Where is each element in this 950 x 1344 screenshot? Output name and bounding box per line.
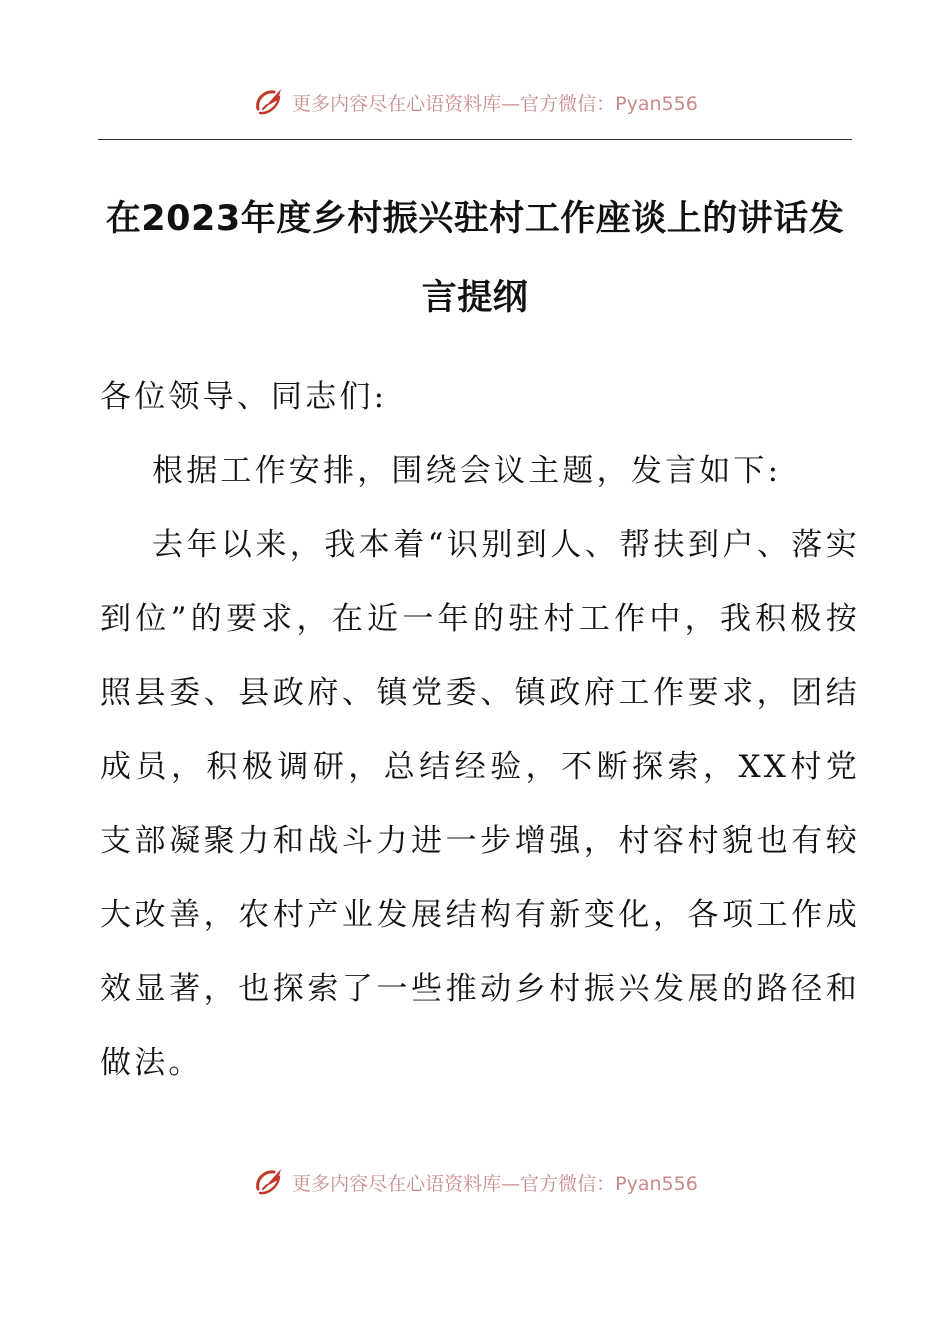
quill-pen-logo-icon	[252, 1165, 286, 1199]
header-banner	[0, 82, 950, 122]
banner-text: 更多内容尽在心语资料库—官方微信：Pyan556	[292, 1172, 698, 1195]
banner-text: 更多内容尽在心语资料库—官方微信：Pyan556	[292, 92, 698, 115]
document-body	[100, 360, 860, 1100]
paragraph-2: 去年以来，我本着“识别到人、帮扶到户、落实到位”的要求，在近一年的驻村工作中，我积极按照县委、县政府、镇党委、镇政府工作要求，团结成员，积极调研，总结经验，不断探索，XX村党支部凝聚力和战斗力进一步增强，村容村貌也有较大改善，农村产业发展结构有新变化，各项工作成效显著，也探索了一些推动乡村振兴发展的路径和做法。	[100, 527, 860, 1081]
wechat-id: Pyan556	[615, 92, 698, 115]
header-divider	[98, 139, 852, 140]
paragraph-1: 根据工作安排，围绕会议主题，发言如下:	[152, 453, 782, 489]
quill-pen-logo-icon	[252, 85, 286, 119]
salutation: 各位领导、同志们:	[100, 379, 388, 415]
footer-banner	[0, 1162, 950, 1202]
document-title: 在2023年度乡村振兴驻村工作座谈上的讲话发言提纲	[105, 199, 845, 318]
wechat-id: Pyan556	[615, 1172, 698, 1195]
